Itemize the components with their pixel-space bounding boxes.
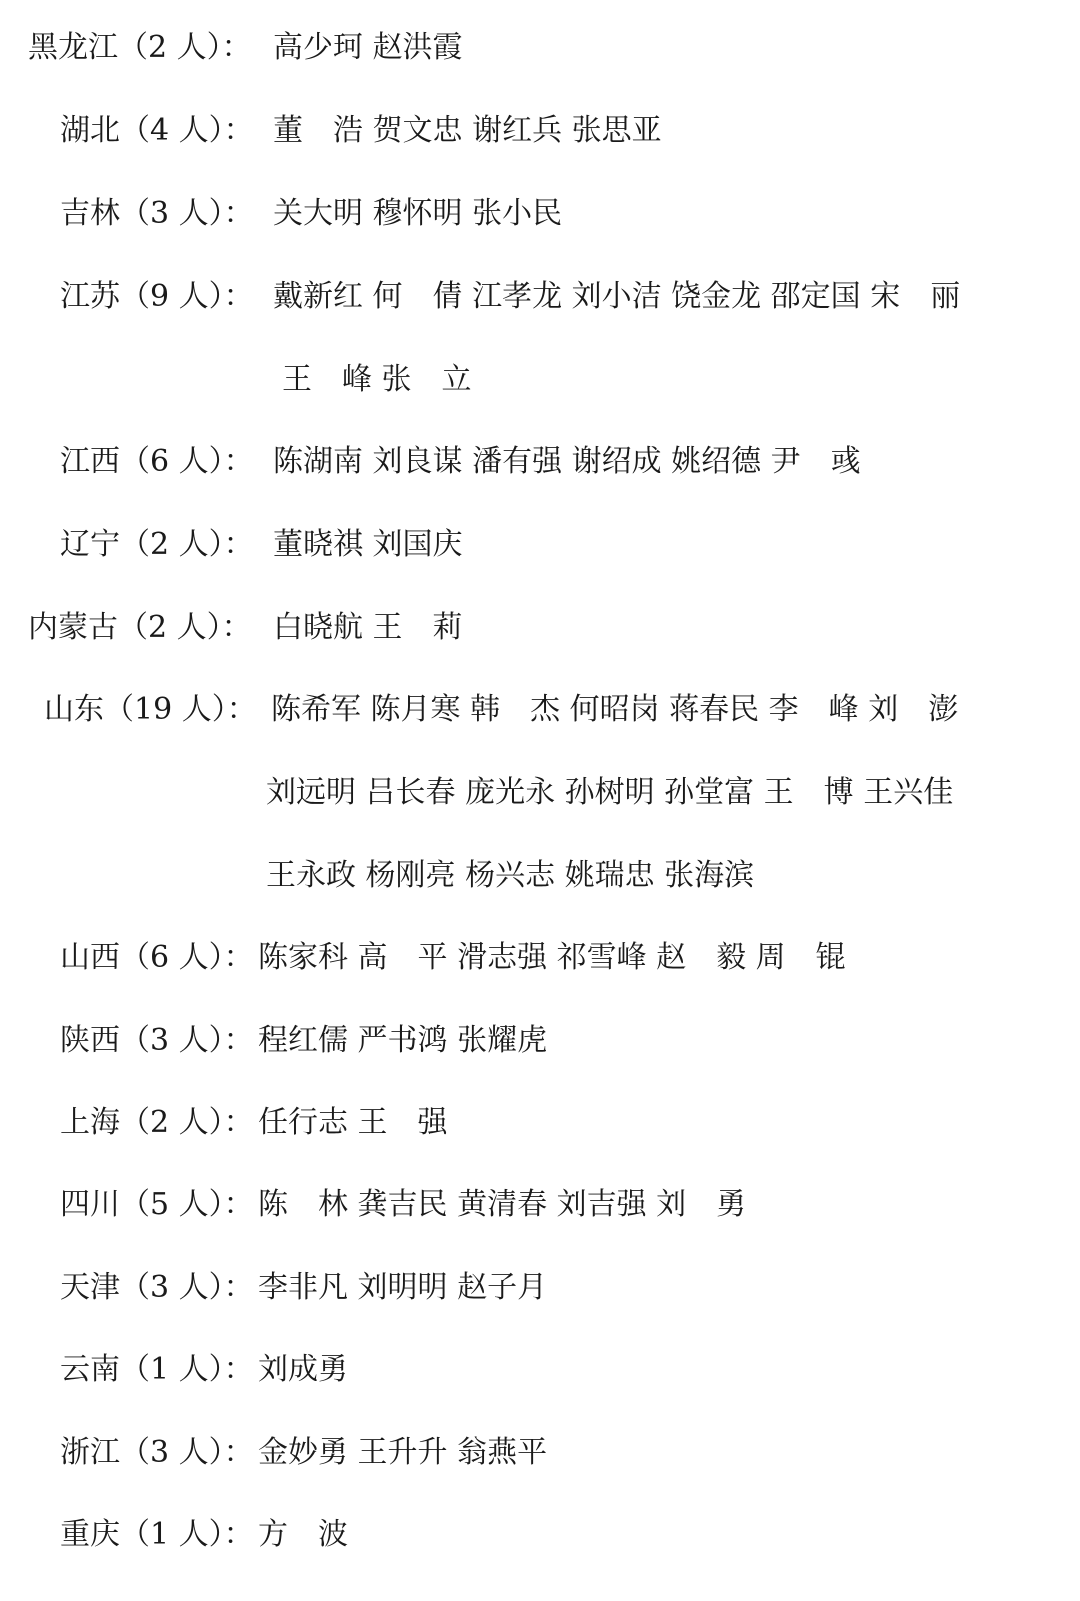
province-label: 云南（1 人）： bbox=[60, 1352, 254, 1387]
province-label: 内蒙古（2 人）： bbox=[28, 610, 252, 645]
name-list: 金妙勇 王升升 翁燕平 bbox=[258, 1435, 548, 1470]
name-list: 戴新红 何 倩 江孝龙 刘小洁 饶金龙 邵定国 宋 丽 bbox=[273, 279, 961, 314]
name-list: 任行志 王 强 bbox=[258, 1105, 448, 1140]
name-list: 陈湖南 刘良谋 潘有强 谢绍成 姚绍德 尹 彧 bbox=[273, 444, 861, 479]
province-label: 山西（6 人）： bbox=[60, 940, 254, 975]
province-label: 天津（3 人）： bbox=[60, 1270, 254, 1305]
name-list: 白晓航 王 莉 bbox=[273, 610, 463, 645]
province-label: 辽宁（2 人）： bbox=[60, 527, 254, 562]
name-list: 刘远明 吕长春 庞光永 孙树明 孙堂富 王 博 王兴佳 bbox=[266, 775, 954, 810]
province-label: 黑龙江（2 人）： bbox=[28, 30, 252, 65]
province-label: 吉林（3 人）： bbox=[60, 196, 254, 231]
province-label: 湖北（4 人）： bbox=[60, 113, 254, 148]
name-list: 程红儒 严书鸿 张耀虎 bbox=[258, 1023, 548, 1058]
name-list: 方 波 bbox=[258, 1517, 348, 1552]
name-list: 关大明 穆怀明 张小民 bbox=[273, 196, 563, 231]
name-list: 王 峰 张 立 bbox=[282, 362, 472, 397]
name-list: 刘成勇 bbox=[258, 1352, 348, 1387]
province-label: 江苏（9 人）： bbox=[60, 279, 254, 314]
name-list: 李非凡 刘明明 赵子月 bbox=[258, 1270, 548, 1305]
province-label: 山东（19 人）： bbox=[44, 692, 257, 727]
name-list: 王永政 杨刚亮 杨兴志 姚瑞忠 张海滨 bbox=[266, 858, 755, 893]
name-list: 陈 林 龚吉民 黄清春 刘吉强 刘 勇 bbox=[258, 1187, 747, 1222]
province-label: 上海（2 人）： bbox=[60, 1105, 254, 1140]
province-label: 陕西（3 人）： bbox=[60, 1023, 254, 1058]
province-label: 重庆（1 人）： bbox=[60, 1517, 254, 1552]
province-label: 浙江（3 人）： bbox=[60, 1435, 254, 1470]
name-list: 高少珂 赵洪霞 bbox=[273, 30, 463, 65]
name-list: 董晓祺 刘国庆 bbox=[273, 527, 463, 562]
province-label: 四川（5 人）： bbox=[60, 1187, 254, 1222]
province-label: 江西（6 人）： bbox=[60, 444, 254, 479]
name-list: 董 浩 贺文忠 谢红兵 张思亚 bbox=[273, 113, 662, 148]
name-list: 陈希军 陈月寒 韩 杰 何昭岗 蒋春民 李 峰 刘 澎 bbox=[271, 692, 959, 727]
name-list: 陈家科 高 平 滑志强 祁雪峰 赵 毅 周 锟 bbox=[258, 940, 846, 975]
